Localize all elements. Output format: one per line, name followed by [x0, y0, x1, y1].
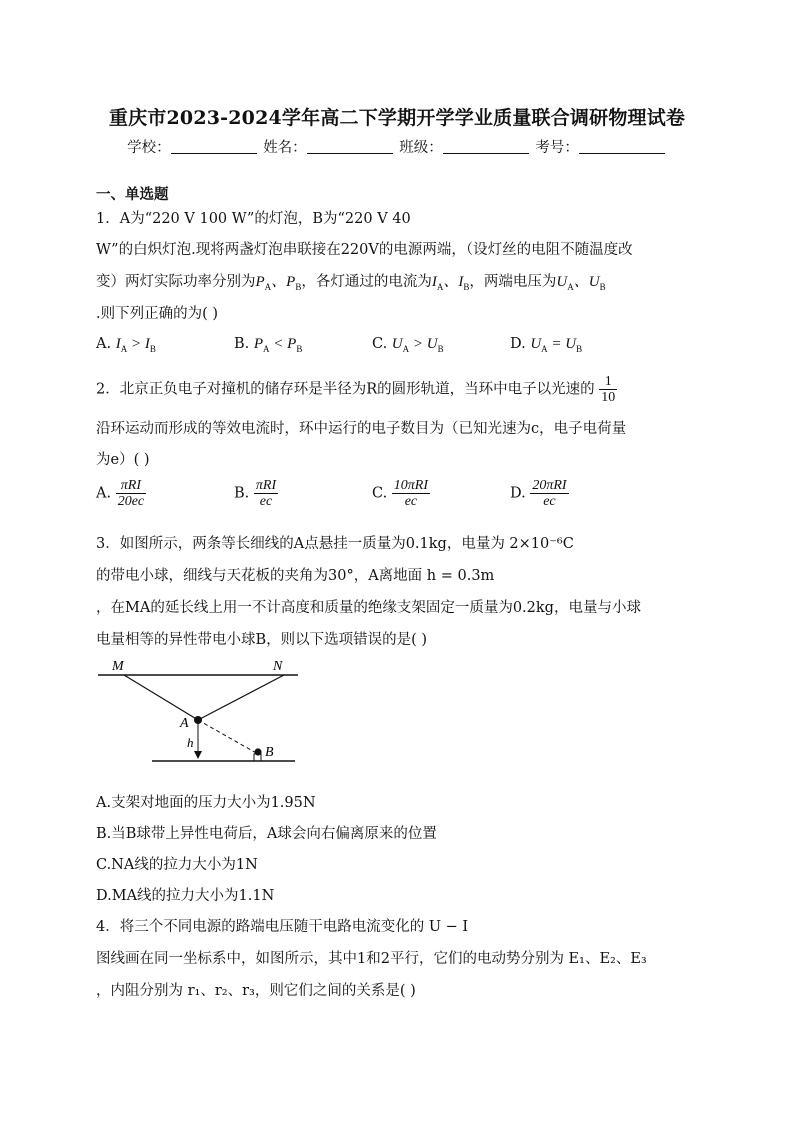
school-blank[interactable] — [171, 139, 257, 154]
school-label: 学校： — [127, 140, 171, 156]
q2-line2: 沿环运动而形成的等效电流时，环中运行的电子数目为（已知光速为c，电子电荷量 — [96, 421, 627, 437]
label-n: N — [273, 659, 283, 674]
name-label: 姓名： — [263, 140, 307, 156]
q1-line1: 1．A为“220 V 100 W”的灯泡，B为“220 V 40 — [96, 211, 411, 227]
exam-no-label: 考号： — [535, 140, 579, 156]
q2-option-a[interactable]: A. $\frac{\text{πRI}}{20ec}$ — [96, 478, 145, 509]
q3-option-d[interactable]: D.MA线的拉力大小为1.1N — [96, 888, 275, 904]
q1-option-d[interactable]: D. $U_A = U_B$ — [510, 336, 583, 354]
exam-no-blank[interactable] — [579, 139, 665, 154]
q2-option-d[interactable]: D. $\frac{\text{20πRI}}{ec}$ — [510, 478, 567, 509]
q3-line2: 的带电小球，细线与天花板的夹角为30°，A离地面 h = 0.3m — [96, 568, 495, 584]
student-info-row — [0, 136, 794, 157]
q1-line2: W”的白炽灯泡.现将两盏灯泡串联接在220V的电源两端，（设灯丝的电阻不随温度改 — [96, 242, 633, 258]
q1-line3-c: ，两端电压为 — [469, 274, 557, 290]
q4-line2: 图线画在同一坐标系中，如图所示，其中1和2平行，它们的电动势分别为 E₁、E₂、E₃ — [96, 951, 647, 967]
label-m: M — [112, 659, 124, 674]
q1-line4: .则下列正确的为( ) — [96, 306, 219, 322]
q3-line3: ，在MA的延长线上用一不计高度和质量的绝缘支架固定一质量为0.2kg，电量与小球 — [96, 600, 641, 616]
q3-option-c[interactable]: C.NA线的拉力大小为1N — [96, 857, 258, 873]
ball-a — [194, 716, 202, 724]
q2-line3: 为e）( ) — [96, 452, 150, 468]
name-blank[interactable] — [307, 139, 393, 154]
label-b: B — [265, 745, 274, 760]
q3-option-b[interactable]: B.当B球带上异性电荷后，A球会向右偏离原来的位置 — [96, 826, 437, 842]
class-label: 班级： — [399, 140, 443, 156]
q2-fraction: $\frac{1}{10}$ — [601, 374, 616, 405]
q2-line1 — [96, 374, 617, 405]
q2-line1-text: 2．北京正负电子对撞机的储存环是半径为R的圆形轨道，当环中电子以光速的 — [96, 381, 595, 398]
q4-line1: 4．将三个不同电源的路端电压随干电路电流变化的 U − I — [96, 919, 469, 935]
q1-line3-a: 变）两灯实际功率分别为 — [96, 274, 256, 290]
q2-option-c[interactable]: C. $\frac{\text{10πRI}}{ec}$ — [372, 478, 429, 509]
q1-option-b[interactable]: B. $P_A < P_B$ — [234, 336, 303, 354]
q3-line1: 3．如图所示，两条等长细线的A点悬挂一质量为0.1kg，电量为 2×10⁻⁶C — [96, 536, 574, 552]
ball-b — [254, 748, 261, 755]
q1-line3-b: ，各灯通过的电流为 — [301, 274, 432, 290]
q3-figure — [90, 655, 310, 770]
q3-line4: 电量相等的异性带电小球B，则以下选项错误的是( ) — [96, 632, 428, 648]
thread-na — [198, 675, 284, 720]
section-title: 一、单选题 — [96, 186, 169, 203]
label-h: h — [187, 735, 194, 750]
height-arrow-head — [194, 751, 202, 759]
q1-pa-pb: $P_A$、$P_B$ — [255, 274, 302, 292]
page-title: 重庆市2023-2024学年高二下学期开学学业质量联合调研物理试卷 — [108, 107, 686, 129]
q4-line3: ，内阻分别为 r₁、r₂、r₃，则它们之间的关系是( ) — [96, 983, 416, 999]
extension-dashed — [198, 720, 258, 754]
q1-ua-ub: $U_A$、$U_B$ — [556, 274, 606, 292]
q3-option-a[interactable]: A.支架对地面的压力大小为1.95N — [96, 795, 316, 811]
label-a: A — [180, 716, 189, 731]
q1-option-a[interactable]: A. $I_A > I_B$ — [96, 336, 156, 354]
thread-ma — [124, 675, 198, 720]
q1-ia-ib: $I_A$、$I_B$ — [431, 274, 470, 292]
class-blank[interactable] — [443, 139, 529, 154]
q1-line3 — [96, 270, 606, 292]
q1-option-c[interactable]: C. $U_A > U_B$ — [372, 336, 444, 354]
q2-option-b[interactable]: B. $\frac{\text{πRI}}{ec}$ — [234, 478, 277, 509]
